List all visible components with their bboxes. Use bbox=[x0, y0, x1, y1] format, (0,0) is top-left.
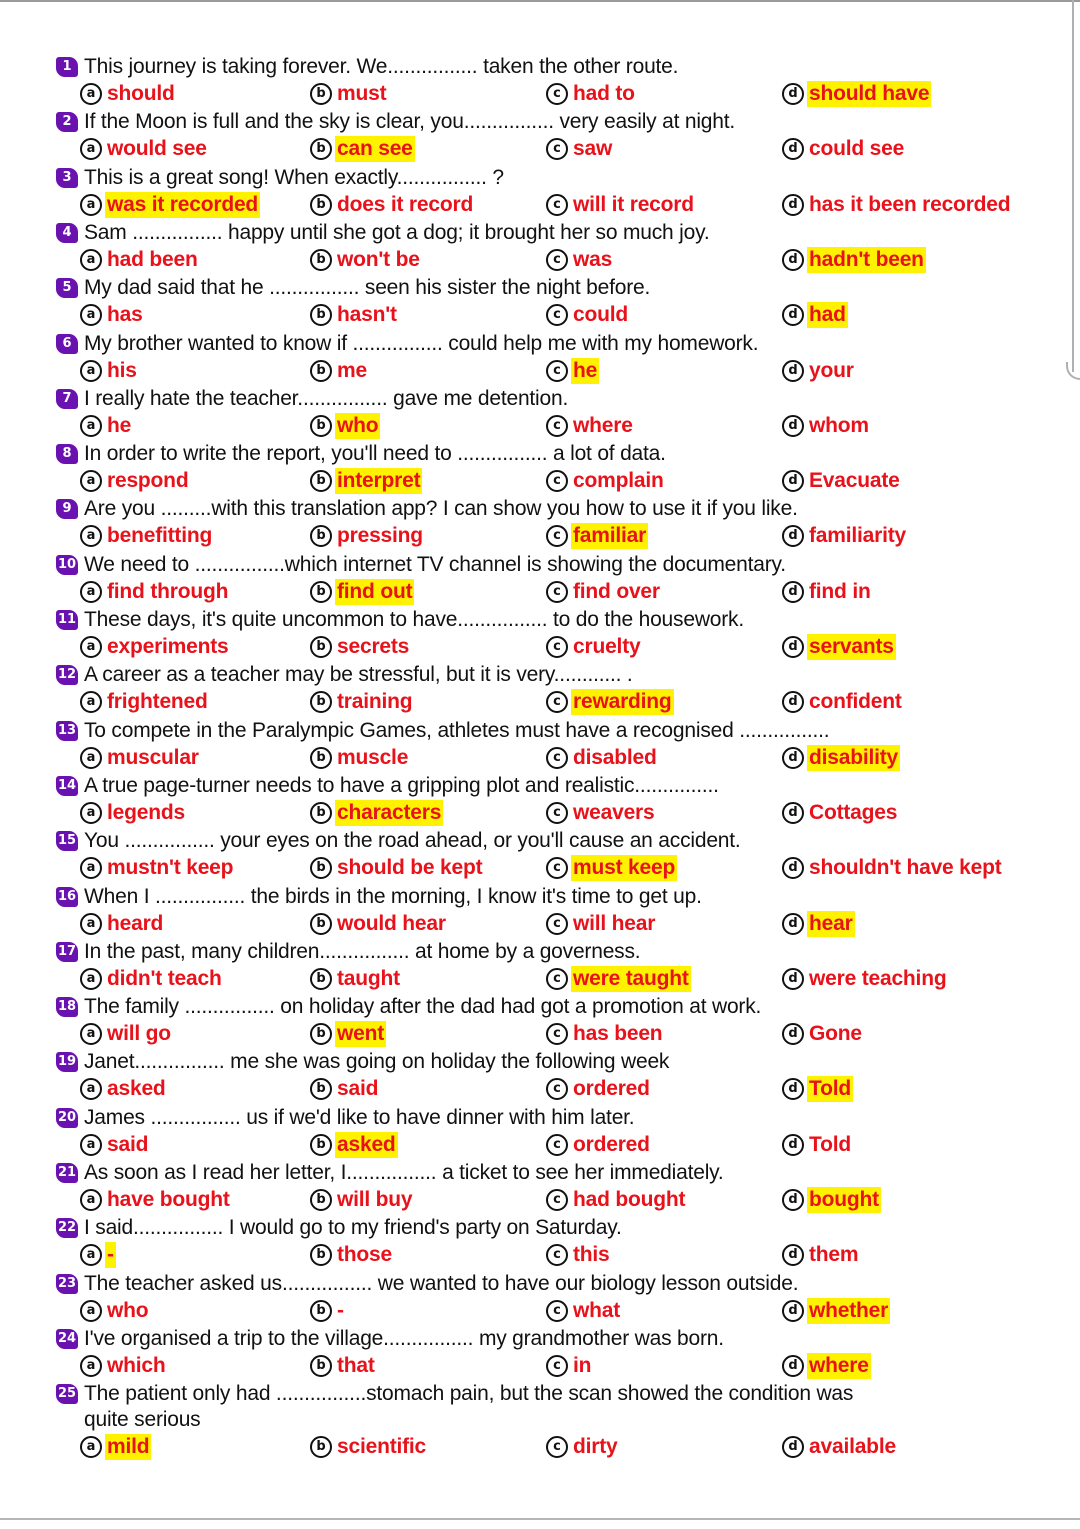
option-letter-badge: d bbox=[782, 581, 804, 603]
option-letter-badge: c bbox=[546, 968, 568, 990]
option-text: pressing bbox=[337, 524, 423, 548]
option-letter-badge: d bbox=[782, 691, 804, 713]
option-text: training bbox=[337, 690, 413, 714]
option-letter-badge: b bbox=[310, 857, 332, 879]
option-letter-badge: b bbox=[310, 525, 332, 547]
option-text: Evacuate bbox=[809, 469, 900, 493]
question-number-badge: 3 bbox=[56, 168, 78, 188]
question-number-badge: 6 bbox=[56, 334, 78, 354]
option-letter-badge: d bbox=[782, 1300, 804, 1322]
option-letter-badge: a bbox=[80, 1355, 102, 1377]
option-text: this bbox=[573, 1243, 610, 1267]
option-text: your bbox=[809, 358, 854, 382]
option-letter-badge: a bbox=[80, 691, 102, 713]
option-letter-badge: d bbox=[782, 1189, 804, 1211]
option-letter-badge: a bbox=[80, 1244, 102, 1266]
option-text: his bbox=[107, 358, 137, 382]
option-text: will go bbox=[107, 1022, 171, 1046]
option-text-highlighted-answer: hadn't been bbox=[809, 247, 924, 271]
option-text: benefitting bbox=[107, 524, 213, 548]
option-text: find in bbox=[809, 579, 871, 603]
option-letter-badge: b bbox=[310, 1355, 332, 1377]
question-number-badge: 23 bbox=[56, 1274, 78, 1294]
option-text-highlighted-answer: hear bbox=[809, 911, 853, 935]
option-text: will buy bbox=[337, 1188, 413, 1211]
question-text: These days, it's quite uncommon to have................ to do the housework. bbox=[84, 608, 744, 631]
option-text: whom bbox=[809, 413, 869, 437]
option-text: ordered bbox=[573, 1132, 650, 1156]
option-text-highlighted-answer: were taught bbox=[573, 966, 689, 990]
option-letter-badge: c bbox=[546, 636, 568, 658]
question-text: We need to ................which internet TV channel is showing the documentary. bbox=[84, 552, 786, 576]
option-letter-badge: d bbox=[782, 1078, 804, 1100]
option-text: could see bbox=[809, 137, 905, 161]
option-text-highlighted-answer: went bbox=[337, 1022, 385, 1046]
option-text: should bbox=[107, 82, 175, 105]
option-letter-badge: b bbox=[310, 1023, 332, 1045]
option-letter-badge: b bbox=[310, 1244, 332, 1266]
option-text-highlighted-answer: can see bbox=[337, 137, 413, 161]
option-letter-badge: d bbox=[782, 968, 804, 990]
question-text: I said................ I would go to my friend's party on Saturday. bbox=[84, 1216, 622, 1240]
option-letter-badge: c bbox=[546, 1078, 568, 1100]
option-letter-badge: a bbox=[80, 360, 102, 382]
option-letter-badge: b bbox=[310, 1078, 332, 1100]
option-letter-badge: b bbox=[310, 968, 332, 990]
option-letter-badge: a bbox=[80, 304, 102, 326]
option-text: saw bbox=[573, 137, 613, 161]
option-text-highlighted-answer: whether bbox=[809, 1298, 889, 1322]
option-letter-badge: a bbox=[80, 249, 102, 271]
option-letter-badge: c bbox=[546, 525, 568, 547]
option-letter-badge: d bbox=[782, 360, 804, 382]
option-text-highlighted-answer: familiar bbox=[573, 524, 647, 548]
option-text: was bbox=[573, 247, 613, 271]
option-text: available bbox=[809, 1435, 896, 1459]
option-text-highlighted-answer: where bbox=[809, 1353, 869, 1377]
question-number-badge: 11 bbox=[56, 610, 78, 630]
option-text: frightened bbox=[107, 690, 208, 714]
option-text: had bought bbox=[573, 1188, 686, 1211]
question-text: As soon as I read her letter, I................ a ticket to see her immediately. bbox=[84, 1161, 724, 1184]
option-letter-badge: d bbox=[782, 1134, 804, 1156]
option-text-highlighted-answer: servants bbox=[809, 635, 894, 658]
question-number-badge: 19 bbox=[56, 1052, 78, 1072]
option-letter-badge: c bbox=[546, 1300, 568, 1322]
question-number-badge: 4 bbox=[56, 223, 78, 243]
question-number-badge: 7 bbox=[56, 389, 78, 409]
option-letter-badge: a bbox=[80, 857, 102, 879]
question-text: A true page-turner needs to have a gripping plot and realistic............... bbox=[84, 773, 719, 797]
option-letter-badge: b bbox=[310, 360, 332, 382]
option-text: find through bbox=[107, 579, 229, 603]
option-text: won't be bbox=[337, 247, 420, 271]
question-text: The teacher asked us................ we wanted to have our biology lesson outside. bbox=[84, 1271, 799, 1295]
question-text: I really hate the teacher................ gave me detention. bbox=[84, 386, 569, 410]
option-letter-badge: a bbox=[80, 470, 102, 492]
option-text: have bought bbox=[107, 1188, 230, 1211]
question-text: Sam ................ happy until she got a dog; it brought her so much joy. bbox=[84, 220, 710, 244]
option-text: said bbox=[107, 1132, 149, 1156]
option-text: them bbox=[809, 1243, 859, 1267]
question-number-badge: 5 bbox=[56, 278, 78, 298]
option-letter-badge: c bbox=[546, 249, 568, 271]
option-text: familiarity bbox=[809, 524, 907, 548]
option-letter-badge: c bbox=[546, 802, 568, 824]
option-text: find over bbox=[573, 579, 660, 603]
option-text: will it record bbox=[573, 192, 694, 216]
option-text: would see bbox=[107, 137, 207, 161]
option-text: will hear bbox=[573, 911, 656, 935]
option-letter-badge: b bbox=[310, 802, 332, 824]
option-letter-badge: a bbox=[80, 138, 102, 160]
option-letter-badge: b bbox=[310, 1436, 332, 1458]
option-text: were teaching bbox=[809, 966, 947, 990]
option-letter-badge: b bbox=[310, 138, 332, 160]
top-border bbox=[0, 0, 1080, 2]
question-number-badge: 17 bbox=[56, 942, 78, 962]
question-number-badge: 13 bbox=[56, 721, 78, 741]
option-text-highlighted-answer: characters bbox=[337, 800, 442, 824]
question-text: In order to write the report, you'll need to ................ a lot of data. bbox=[84, 442, 666, 466]
option-letter-badge: d bbox=[782, 913, 804, 935]
option-letter-badge: a bbox=[80, 636, 102, 658]
option-text: would hear bbox=[337, 911, 446, 935]
option-letter-badge: d bbox=[782, 525, 804, 547]
bottom-border bbox=[0, 1518, 1080, 1529]
option-letter-badge: c bbox=[546, 1355, 568, 1377]
option-text: experiments bbox=[107, 635, 229, 658]
option-letter-badge: d bbox=[782, 747, 804, 769]
option-letter-badge: d bbox=[782, 1244, 804, 1266]
scrollbar[interactable] bbox=[1066, 0, 1080, 380]
scrollbar-thumb[interactable] bbox=[1066, 362, 1080, 380]
option-text: didn't teach bbox=[107, 966, 222, 990]
option-text: secrets bbox=[337, 635, 410, 658]
option-letter-badge: d bbox=[782, 636, 804, 658]
option-text: Told bbox=[809, 1132, 851, 1156]
question-number-badge: 8 bbox=[56, 444, 78, 464]
option-text: has bbox=[107, 303, 143, 327]
option-text-highlighted-answer: he bbox=[573, 358, 598, 382]
option-letter-badge: b bbox=[310, 470, 332, 492]
option-text-highlighted-answer: must keep bbox=[573, 856, 676, 880]
option-text: which bbox=[107, 1353, 166, 1377]
option-letter-badge: c bbox=[546, 415, 568, 437]
option-letter-badge: d bbox=[782, 1355, 804, 1377]
option-letter-badge: d bbox=[782, 249, 804, 271]
option-letter-badge: b bbox=[310, 83, 332, 105]
option-text: that bbox=[337, 1353, 375, 1377]
option-text: taught bbox=[337, 966, 400, 990]
option-letter-badge: c bbox=[546, 1023, 568, 1045]
option-text: those bbox=[337, 1243, 393, 1267]
option-letter-badge: c bbox=[546, 1134, 568, 1156]
option-letter-badge: c bbox=[546, 138, 568, 160]
option-text: scientific bbox=[337, 1435, 427, 1459]
option-letter-badge: b bbox=[310, 415, 332, 437]
option-text: said bbox=[337, 1077, 379, 1101]
option-text-highlighted-answer: had bbox=[809, 303, 846, 327]
option-letter-badge: d bbox=[782, 415, 804, 437]
option-letter-badge: c bbox=[546, 83, 568, 105]
option-letter-badge: c bbox=[546, 747, 568, 769]
question-number-badge: 12 bbox=[56, 665, 78, 685]
option-letter-badge: d bbox=[782, 857, 804, 879]
option-letter-badge: d bbox=[782, 1436, 804, 1458]
question-number-badge: 21 bbox=[56, 1163, 78, 1183]
question-text: Are you .........with this translation app? I can show you how to use it if you like. bbox=[84, 497, 798, 521]
question-text: In the past, many children................ at home by a governess. bbox=[84, 939, 641, 963]
question-text: Janet................ me she was going on holiday the following week bbox=[84, 1050, 670, 1074]
option-letter-badge: b bbox=[310, 1189, 332, 1211]
option-letter-badge: c bbox=[546, 857, 568, 879]
option-text-highlighted-answer: Told bbox=[809, 1077, 851, 1101]
option-letter-badge: a bbox=[80, 83, 102, 105]
option-text: respond bbox=[107, 469, 189, 493]
option-text: legends bbox=[107, 800, 185, 824]
option-text: must bbox=[337, 82, 387, 105]
question-text: This is a great song! When exactly................ ? bbox=[84, 165, 504, 189]
question-number-badge: 15 bbox=[56, 831, 78, 851]
option-letter-badge: c bbox=[546, 1436, 568, 1458]
option-letter-badge: b bbox=[310, 581, 332, 603]
question-text: James ................ us if we'd like to have dinner with him later. bbox=[84, 1105, 635, 1129]
option-text-highlighted-answer: mild bbox=[107, 1435, 150, 1459]
option-letter-badge: a bbox=[80, 415, 102, 437]
option-text: Gone bbox=[809, 1022, 862, 1046]
question-number-badge: 16 bbox=[56, 887, 78, 907]
question-number-badge: 22 bbox=[56, 1218, 78, 1238]
option-text: who bbox=[107, 1298, 149, 1322]
option-letter-badge: b bbox=[310, 636, 332, 658]
option-text: had to bbox=[573, 82, 635, 105]
option-text: should be kept bbox=[337, 856, 483, 880]
question-number-badge: 14 bbox=[56, 776, 78, 796]
question-text: The family ................ on holiday after the dad had got a promotion at work. bbox=[84, 995, 762, 1019]
option-letter-badge: b bbox=[310, 249, 332, 271]
option-letter-badge: c bbox=[546, 581, 568, 603]
option-letter-badge: b bbox=[310, 304, 332, 326]
question-number-badge: 25 bbox=[56, 1384, 78, 1404]
option-letter-badge: a bbox=[80, 1300, 102, 1322]
option-letter-badge: d bbox=[782, 194, 804, 216]
option-text: muscular bbox=[107, 745, 199, 769]
option-letter-badge: b bbox=[310, 747, 332, 769]
option-letter-badge: a bbox=[80, 1078, 102, 1100]
option-letter-badge: c bbox=[546, 194, 568, 216]
question-text: When I ................ the birds in the morning, I know it's time to get up. bbox=[84, 884, 702, 908]
option-text-highlighted-answer: who bbox=[337, 413, 379, 437]
option-letter-badge: c bbox=[546, 913, 568, 935]
option-letter-badge: a bbox=[80, 1134, 102, 1156]
option-text-highlighted-answer: rewarding bbox=[573, 690, 672, 714]
option-text: shouldn't have kept bbox=[809, 856, 1002, 880]
option-text-highlighted-answer: disability bbox=[809, 745, 899, 769]
question-text: If the Moon is full and the sky is clear, you................ very easily at night. bbox=[84, 110, 736, 134]
option-letter-badge: c bbox=[546, 1244, 568, 1266]
question-text: I've organised a trip to the village................ my grandmother was born. bbox=[84, 1326, 724, 1350]
option-letter-badge: d bbox=[782, 1023, 804, 1045]
option-letter-badge: c bbox=[546, 470, 568, 492]
option-letter-badge: d bbox=[782, 83, 804, 105]
question-text: This journey is taking forever. We................ taken the other route. bbox=[84, 55, 679, 78]
option-text-highlighted-answer: should have bbox=[809, 82, 930, 105]
option-letter-badge: a bbox=[80, 913, 102, 935]
option-text: dirty bbox=[573, 1435, 618, 1459]
option-letter-badge: a bbox=[80, 747, 102, 769]
question-text: My dad said that he ................ seen his sister the night before. bbox=[84, 276, 651, 300]
option-text: ordered bbox=[573, 1077, 650, 1101]
option-letter-badge: c bbox=[546, 691, 568, 713]
option-text: cruelty bbox=[573, 635, 641, 658]
option-letter-badge: c bbox=[546, 1189, 568, 1211]
option-letter-badge: b bbox=[310, 194, 332, 216]
option-text: could bbox=[573, 303, 628, 327]
scrollbar-track[interactable] bbox=[1072, 0, 1074, 372]
option-text: mustn't keep bbox=[107, 856, 234, 880]
option-text: weavers bbox=[573, 800, 655, 824]
option-letter-badge: a bbox=[80, 802, 102, 824]
option-text: he bbox=[107, 413, 132, 437]
question-text: A career as a teacher may be stressful, but it is very............ . bbox=[84, 663, 633, 687]
option-text: Cottages bbox=[809, 800, 898, 824]
option-letter-badge: a bbox=[80, 581, 102, 603]
question-number-badge: 2 bbox=[56, 112, 78, 132]
option-letter-badge: d bbox=[782, 470, 804, 492]
question-number-badge: 10 bbox=[56, 555, 78, 575]
option-letter-badge: b bbox=[310, 913, 332, 935]
question-text: You ................ your eyes on the road ahead, or you'll cause an accident. bbox=[84, 829, 741, 853]
option-text: does it record bbox=[337, 192, 474, 216]
option-text: - bbox=[337, 1298, 344, 1322]
question-number-badge: 1 bbox=[56, 57, 78, 77]
question-text: To compete in the Paralympic Games, athletes must have a recognised ................ bbox=[84, 718, 830, 742]
option-text: had been bbox=[107, 247, 198, 271]
option-text-highlighted-answer: was it recorded bbox=[107, 192, 259, 216]
option-text-highlighted-answer: interpret bbox=[337, 469, 421, 493]
option-letter-badge: b bbox=[310, 691, 332, 713]
option-text-highlighted-answer: bought bbox=[809, 1188, 879, 1211]
option-text-highlighted-answer: asked bbox=[337, 1132, 396, 1156]
option-letter-badge: a bbox=[80, 1023, 102, 1045]
option-text: confident bbox=[809, 690, 902, 714]
option-letter-badge: c bbox=[546, 304, 568, 326]
option-text: what bbox=[573, 1298, 621, 1322]
option-text: heard bbox=[107, 911, 164, 935]
option-letter-badge: d bbox=[782, 802, 804, 824]
option-text-highlighted-answer: find out bbox=[337, 579, 413, 603]
question-text: The patient only had ................stomach pain, but the scan showed the condition was bbox=[84, 1382, 854, 1406]
option-text: complain bbox=[573, 469, 664, 493]
option-letter-badge: d bbox=[782, 304, 804, 326]
option-letter-badge: b bbox=[310, 1134, 332, 1156]
option-text: asked bbox=[107, 1077, 166, 1101]
question-text: My brother wanted to know if ................ could help me with my homework. bbox=[84, 331, 759, 355]
question-number-badge: 9 bbox=[56, 499, 78, 519]
option-letter-badge: a bbox=[80, 1436, 102, 1458]
option-text: hasn't bbox=[337, 303, 397, 327]
question-number-badge: 24 bbox=[56, 1329, 78, 1349]
option-text: where bbox=[573, 413, 633, 437]
option-letter-badge: a bbox=[80, 1189, 102, 1211]
option-text: in bbox=[573, 1353, 592, 1377]
question-text-continuation: quite serious bbox=[84, 1408, 201, 1432]
option-text: muscle bbox=[337, 745, 409, 769]
option-letter-badge: d bbox=[782, 138, 804, 160]
option-text: disabled bbox=[573, 745, 657, 769]
option-letter-badge: a bbox=[80, 525, 102, 547]
option-letter-badge: a bbox=[80, 194, 102, 216]
option-text: has it been recorded bbox=[809, 192, 1011, 216]
option-letter-badge: a bbox=[80, 968, 102, 990]
question-number-badge: 20 bbox=[56, 1108, 78, 1128]
question-number-badge: 18 bbox=[56, 997, 78, 1017]
option-text-highlighted-answer: - bbox=[107, 1243, 114, 1267]
option-text: has been bbox=[573, 1022, 663, 1046]
option-letter-badge: c bbox=[546, 360, 568, 382]
option-letter-badge: b bbox=[310, 1300, 332, 1322]
option-text: me bbox=[337, 358, 367, 382]
